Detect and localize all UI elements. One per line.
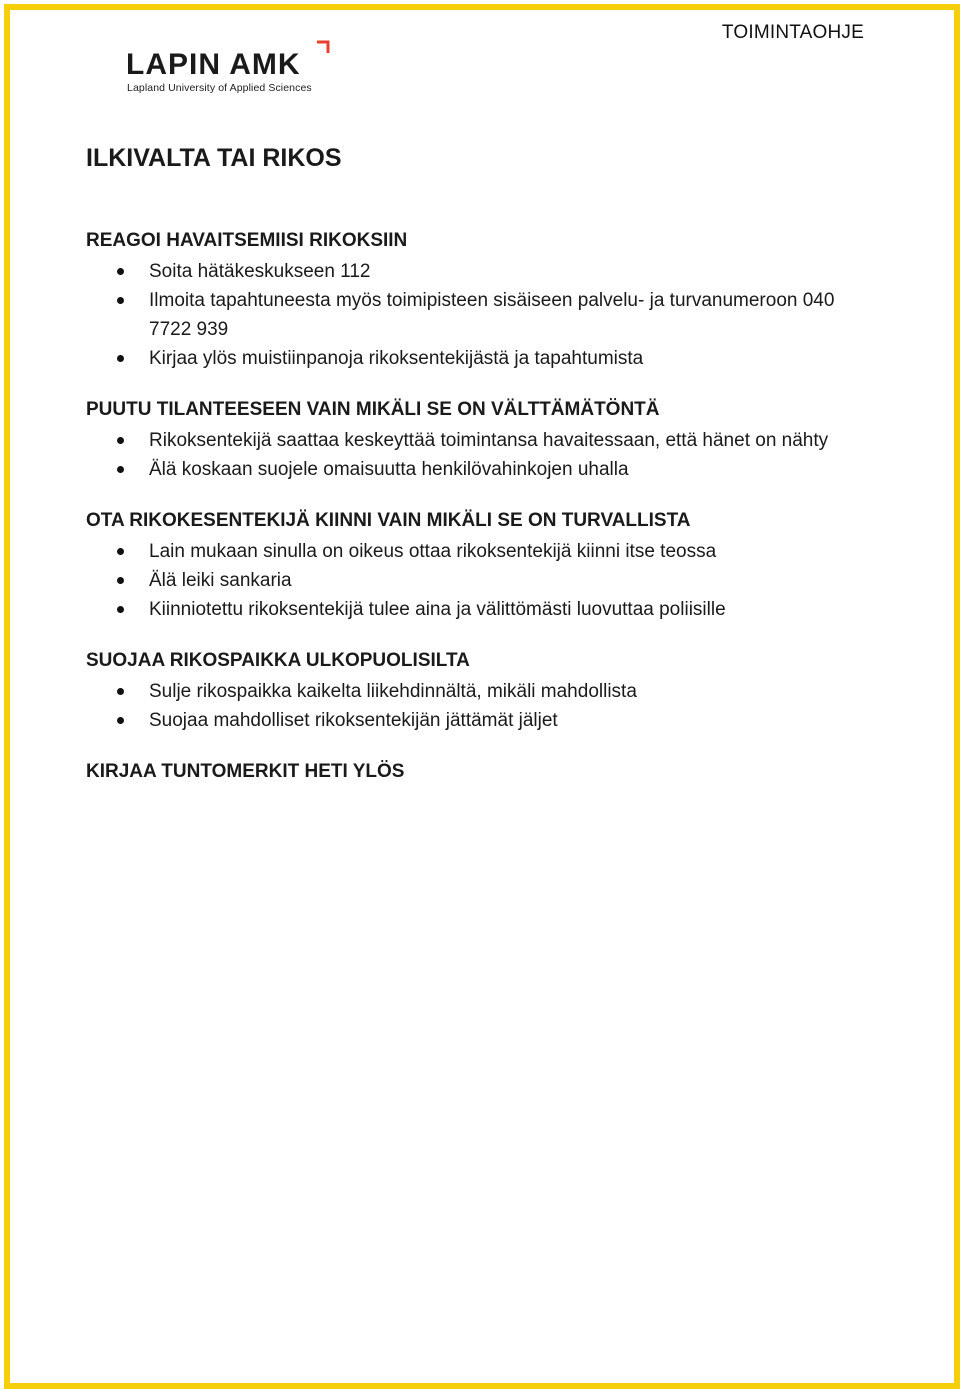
instruction-list	[86, 677, 886, 735]
list-item-text: Kiinniotettu rikoksentekijä tulee aina ja välittömästi luovuttaa poliisille	[149, 599, 726, 620]
bullet-icon	[117, 268, 124, 275]
instruction-list	[86, 426, 886, 484]
section-react	[86, 228, 886, 373]
document-title: ILKIVALTA TAI RIKOS	[86, 144, 342, 172]
list-item	[86, 706, 879, 735]
section-record-description	[86, 759, 886, 785]
logo-subtitle: Lapland University of Applied Sciences	[127, 82, 312, 94]
list-item	[86, 257, 879, 286]
bullet-icon	[117, 688, 124, 695]
bullet-icon	[117, 466, 124, 473]
section-heading: KIRJAA TUNTOMERKIT HETI YLÖS	[86, 761, 405, 782]
bullet-icon	[117, 577, 124, 584]
section-heading: PUUTU TILANTEESEEN VAIN MIKÄLI SE ON VÄLTTÄMÄTÖNTÄ	[86, 399, 660, 420]
logo-corner-mark-icon	[316, 40, 330, 54]
bullet-icon	[117, 437, 124, 444]
instruction-list	[86, 257, 886, 373]
logo-wordmark: LAPIN AMK	[126, 48, 301, 81]
bullet-icon	[117, 548, 124, 555]
list-item	[86, 566, 879, 595]
section-protect-scene	[86, 648, 886, 735]
list-item	[86, 595, 879, 624]
bullet-icon	[117, 355, 124, 362]
bullet-icon	[117, 717, 124, 724]
list-item	[86, 537, 879, 566]
list-item-text: Ilmoita tapahtuneesta myös toimipisteen sisäiseen palvelu- ja turvanumeroon 040 7722 939	[149, 290, 835, 340]
bullet-icon	[117, 606, 124, 613]
list-item	[86, 286, 879, 344]
section-heading: OTA RIKOKESENTEKIJÄ KIINNI VAIN MIKÄLI SE ON TURVALLISTA	[86, 510, 691, 531]
list-item-text: Kirjaa ylös muistiinpanoja rikoksentekijästä ja tapahtumista	[149, 348, 644, 369]
list-item-text: Älä koskaan suojele omaisuutta henkilövahinkojen uhalla	[149, 459, 629, 480]
document-body	[86, 140, 886, 809]
section-heading: SUOJAA RIKOSPAIKKA ULKOPUOLISILTA	[86, 650, 470, 671]
list-item	[86, 426, 879, 455]
bullet-icon	[117, 297, 124, 304]
section-heading: REAGOI HAVAITSEMIISI RIKOKSIIN	[86, 230, 408, 251]
list-item	[86, 344, 879, 373]
list-item-text: Lain mukaan sinulla on oikeus ottaa rikoksentekijä kiinni itse teossa	[149, 541, 717, 562]
list-item-text: Rikoksentekijä saattaa keskeyttää toimintansa havaitessaan, että hänet on nähty	[149, 430, 829, 451]
list-item-text: Suojaa mahdolliset rikoksentekijän jättämät jäljet	[149, 710, 558, 731]
section-intervene	[86, 397, 886, 484]
lapin-amk-logo	[126, 40, 336, 100]
list-item-text: Soita hätäkeskukseen 112	[149, 261, 371, 282]
list-item-text: Sulje rikospaikka kaikelta liikehdinnältä, mikäli mahdollista	[149, 681, 637, 702]
list-item	[86, 677, 879, 706]
instruction-list	[86, 537, 886, 624]
document-type-label: TOIMINTAOHJE	[721, 22, 864, 43]
section-apprehend	[86, 508, 886, 624]
list-item-text: Älä leiki sankaria	[149, 570, 292, 591]
list-item	[86, 455, 879, 484]
